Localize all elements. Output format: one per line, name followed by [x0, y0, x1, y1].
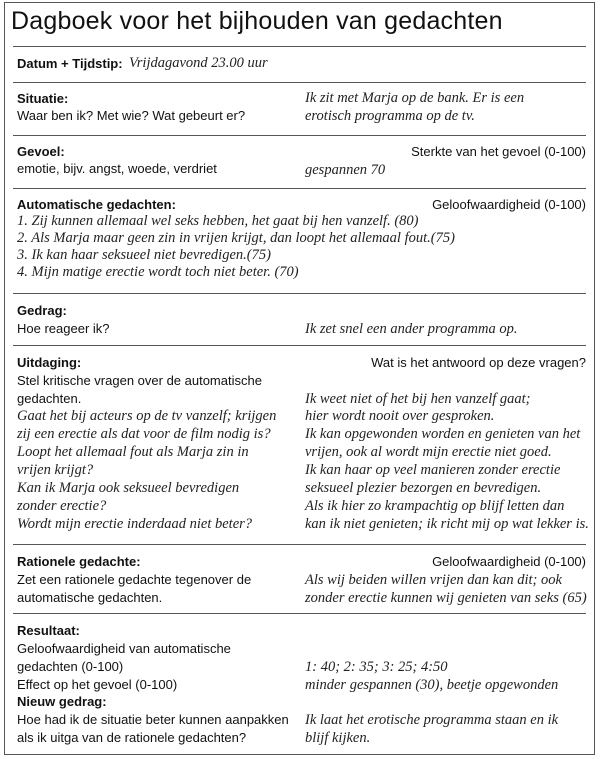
gedrag-prompt: Hoe reageer ik? [17, 321, 110, 336]
challenge-question: Kan ik Marja ook seksueel bevredigen [17, 480, 240, 496]
gevoel-answer: gespannen 70 [305, 162, 386, 178]
nieuw-gedrag-prompt: Hoe had ik de situatie beter kunnen aanpakken [17, 712, 289, 727]
automatic-thought: 4. Mijn matige erectie wordt toch niet beter. (70) [17, 264, 299, 280]
resultaat-geloof-prompt: Geloofwaardigheid van automatische [17, 641, 231, 656]
challenge-answer: seksueel plezier bezorgen en bevredigen. [305, 480, 542, 496]
rationele-prompt: Zet een rationele gedachte tegenover de [17, 572, 252, 587]
situatie-answer: erotisch programma op de tv. [305, 108, 475, 124]
rationele-answer: Als wij beiden willen vrijen dan kan dit; ook [305, 572, 562, 588]
rationele-answer: zonder erectie kunnen wij genieten van seks (65) [305, 590, 587, 606]
resultaat-geloof-prompt: gedachten (0-100) [17, 659, 124, 674]
automatische-scale-label: Geloofwaardigheid (0-100) [432, 197, 586, 212]
challenge-answer: vrijen, ook al wordt mijn erectie niet goed. [305, 444, 552, 460]
page-title: Dagboek voor het bijhouden van gedachten [11, 7, 503, 35]
datum-value: Vrijdagavond 23.00 uur [129, 55, 268, 71]
challenge-answer: Ik kan opgewonden worden en genieten van het [305, 426, 581, 442]
gedrag-answer: Ik zet snel een ander programma op. [305, 321, 518, 337]
rationele-prompt: automatische gedachten. [17, 590, 163, 605]
section-situatie [13, 82, 586, 136]
challenge-answer: Ik kan haar op veel manieren zonder erectie [305, 462, 561, 478]
uitdaging-label: Uitdaging: [17, 355, 82, 370]
situatie-answer: Ik zit met Marja op de bank. Er is een [305, 90, 525, 106]
situatie-prompt: Waar ben ik? Met wie? Wat gebeurt er? [17, 108, 246, 123]
resultaat-effect-answer: minder gespannen (30), beetje opgewonden [305, 677, 559, 693]
section-resultaat [13, 613, 586, 754]
section-gevoel [13, 135, 586, 189]
challenge-answer: hier wordt nooit over gesproken. [305, 408, 495, 424]
uitdaging-scale-label: Wat is het antwoord op deze vragen? [371, 355, 586, 370]
automatic-thought: 3. Ik kan haar seksueel niet bevredigen.(75) [17, 247, 271, 263]
gevoel-label: Gevoel: [17, 144, 65, 159]
section-gedrag [13, 293, 586, 346]
challenge-answer: Ik weet niet of het bij hen vanzelf gaat; [305, 391, 531, 407]
situatie-label: Situatie: [17, 91, 69, 106]
diary-form [4, 2, 595, 755]
nieuw-gedrag-answer: Ik laat het erotische programma staan en ik [305, 712, 559, 728]
section-rationele-gedachte [13, 544, 586, 614]
challenge-question: Loopt het allemaal fout als Marja zin in [17, 444, 249, 460]
resultaat-effect-prompt: Effect op het gevoel (0-100) [17, 677, 178, 692]
nieuw-gedrag-label: Nieuw gedrag: [17, 694, 107, 709]
uitdaging-prompt: Stel kritische vragen over de automatische [17, 373, 262, 388]
resultaat-label: Resultaat: [17, 623, 80, 638]
gevoel-scale-label: Sterkte van het gevoel (0-100) [411, 144, 586, 159]
gedrag-label: Gedrag: [17, 303, 67, 318]
gevoel-prompt: emotie, bijv. angst, woede, verdriet [17, 161, 217, 176]
datum-label: Datum + Tijdstip: [17, 56, 123, 71]
rationele-scale-label: Geloofwaardigheid (0-100) [432, 554, 586, 569]
resultaat-geloof-answer: 1: 40; 2: 35; 3: 25; 4:50 [305, 659, 448, 675]
uitdaging-prompt: gedachten. [17, 391, 82, 406]
challenge-question: vrijen krijgt? [17, 462, 94, 478]
nieuw-gedrag-answer: blijf kijken. [305, 730, 371, 746]
challenge-question: zij een erectie als dat voor de film nodig is? [17, 426, 271, 442]
challenge-question: zonder erectie? [17, 498, 107, 514]
automatic-thought: 2. Als Marja maar geen zin in vrijen krijgt, dan loopt het allemaal fout.(75) [17, 230, 455, 246]
section-datum [13, 46, 586, 83]
challenge-question: Gaat het bij acteurs op de tv vanzelf; krijgen [17, 408, 277, 424]
automatic-thought: 1. Zij kunnen allemaal wel seks hebben, het gaat bij hen vanzelf. (80) [17, 213, 419, 229]
section-uitdaging [13, 345, 589, 545]
challenge-question: Wordt mijn erectie inderdaad niet beter? [17, 516, 253, 532]
section-automatische-gedachten [13, 188, 586, 294]
challenge-answer: Als ik hier zo krampachtig op blijf letten dan [305, 498, 565, 514]
nieuw-gedrag-prompt: als ik uitga van de rationele gedachten? [17, 730, 247, 745]
automatische-label: Automatische gedachten: [17, 197, 176, 212]
rationele-label: Rationele gedachte: [17, 554, 141, 569]
challenge-answer: kan ik niet genieten; ik richt mij op wat lekker is. [305, 516, 589, 532]
